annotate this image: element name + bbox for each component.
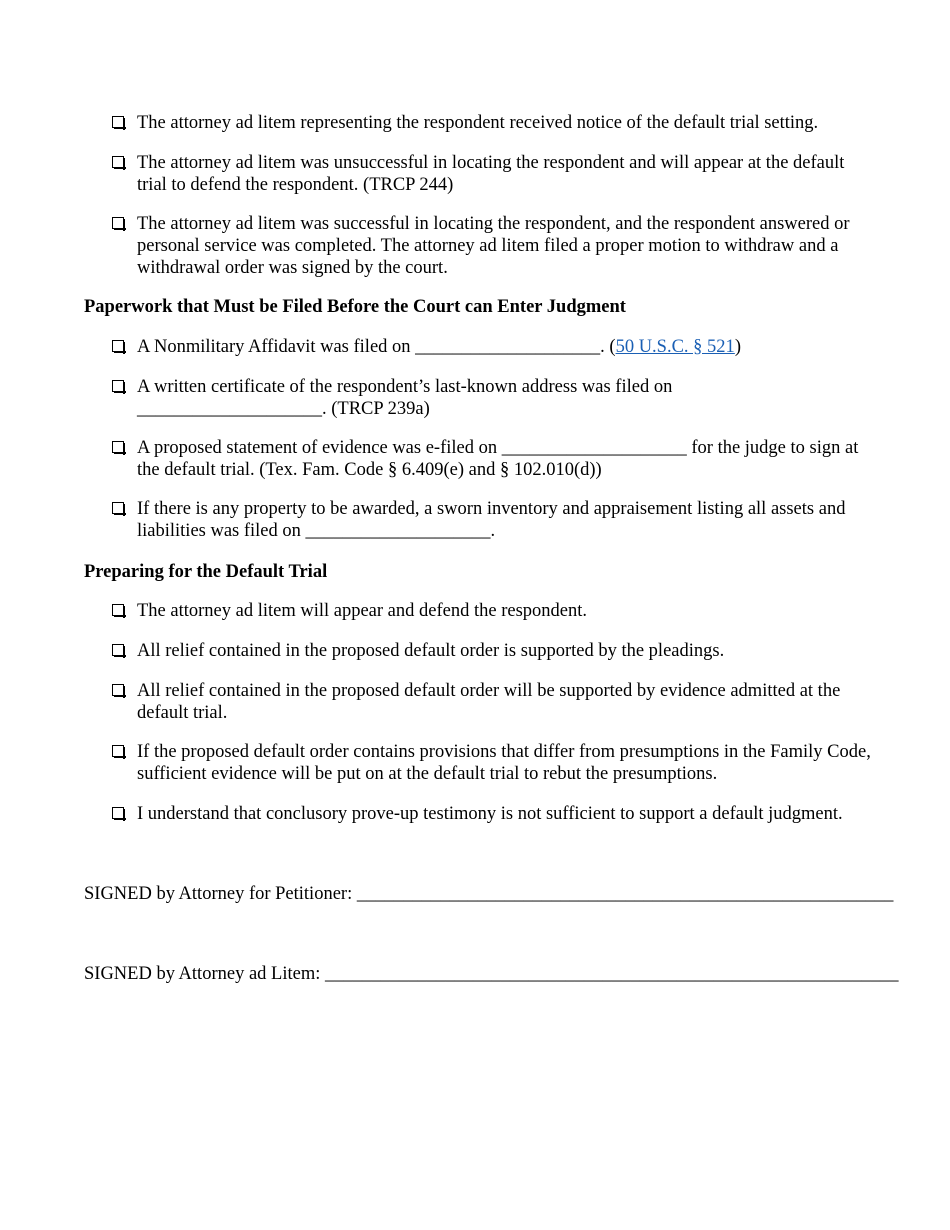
checkbox[interactable]: [112, 644, 124, 656]
checklist-item-inventory: [112, 498, 872, 542]
checklist-item-nonmilitary-affidavit: [112, 336, 872, 358]
checkbox[interactable]: [112, 441, 124, 453]
checkbox[interactable]: [112, 502, 124, 514]
checklist-item-conclusory: [112, 803, 872, 825]
item-text: If the proposed default order contains provisions that differ from presumptions in the Family Code, sufficient evidence will be put on at the default trial to rebut the presumptions.: [137, 742, 871, 784]
item-text: The attorney ad litem was successful in locating the respondent, and the respondent answered or personal service was completed. The attorney ad litem filed a proper motion to withdraw and a withdrawal order was signed by the court.: [137, 214, 850, 278]
checkbox[interactable]: [112, 340, 124, 352]
checkbox[interactable]: [112, 116, 124, 128]
item-text: The attorney ad litem will appear and defend the respondent.: [137, 601, 587, 621]
checkbox[interactable]: [112, 745, 124, 757]
checkbox[interactable]: [112, 807, 124, 819]
checklist-item-successful: [112, 213, 872, 279]
checklist-item-evidence: [112, 680, 872, 724]
item-text: If there is any property to be awarded, a sworn inventory and appraisement listing all assets and liabilities was filed on ____________________.: [137, 499, 846, 541]
checkbox[interactable]: [112, 156, 124, 168]
item-text-post: ): [734, 337, 741, 357]
checklist-item-pleadings: [112, 640, 872, 662]
checkbox[interactable]: [112, 380, 124, 392]
checklist-item-appear-defend: [112, 600, 872, 622]
checklist-item-unsuccessful: [112, 152, 872, 196]
item-text: A proposed statement of evidence was e-filed on ____________________ for the judge to sign at the default trial. (Tex. Fam. Code § 6.409(e) and § 102.010(d)): [137, 438, 859, 480]
checkbox[interactable]: [112, 217, 124, 229]
usc-link[interactable]: 50 U.S.C. § 521: [615, 337, 735, 357]
item-text: [137, 336, 872, 358]
checklist-item-address-certificate: [112, 376, 872, 420]
checkbox[interactable]: [112, 684, 124, 696]
item-text: A written certificate of the respondent’s last-known address was filed on ____________________. (TRCP 239a): [137, 377, 673, 419]
checklist-item-notice: [112, 112, 872, 134]
item-text: All relief contained in the proposed default order will be supported by evidence admitted at the default trial.: [137, 681, 841, 723]
item-text-pre: A Nonmilitary Affidavit was filed on ____________________. (: [137, 337, 616, 357]
item-text: I understand that conclusory prove-up testimony is not sufficient to support a default judgment.: [137, 804, 843, 824]
item-text: All relief contained in the proposed default order is supported by the pleadings.: [137, 641, 725, 661]
section-heading-preparing: Preparing for the Default Trial: [84, 562, 328, 582]
signature-line-petitioner[interactable]: SIGNED by Attorney for Petitioner: __________________________________________________________: [84, 884, 894, 904]
section-heading-paperwork: Paperwork that Must be Filed Before the Court can Enter Judgment: [84, 297, 626, 317]
checkbox[interactable]: [112, 604, 124, 616]
checklist-item-presumptions: [112, 741, 872, 785]
item-text: The attorney ad litem representing the respondent received notice of the default trial setting.: [137, 113, 819, 133]
checklist-item-statement-of-evidence: [112, 437, 872, 481]
signature-line-ad-litem[interactable]: SIGNED by Attorney ad Litem: ______________________________________________________________: [84, 964, 899, 984]
item-text: The attorney ad litem was unsuccessful in locating the respondent and will appear at the default trial to defend the respondent. (TRCP 244): [137, 153, 845, 195]
